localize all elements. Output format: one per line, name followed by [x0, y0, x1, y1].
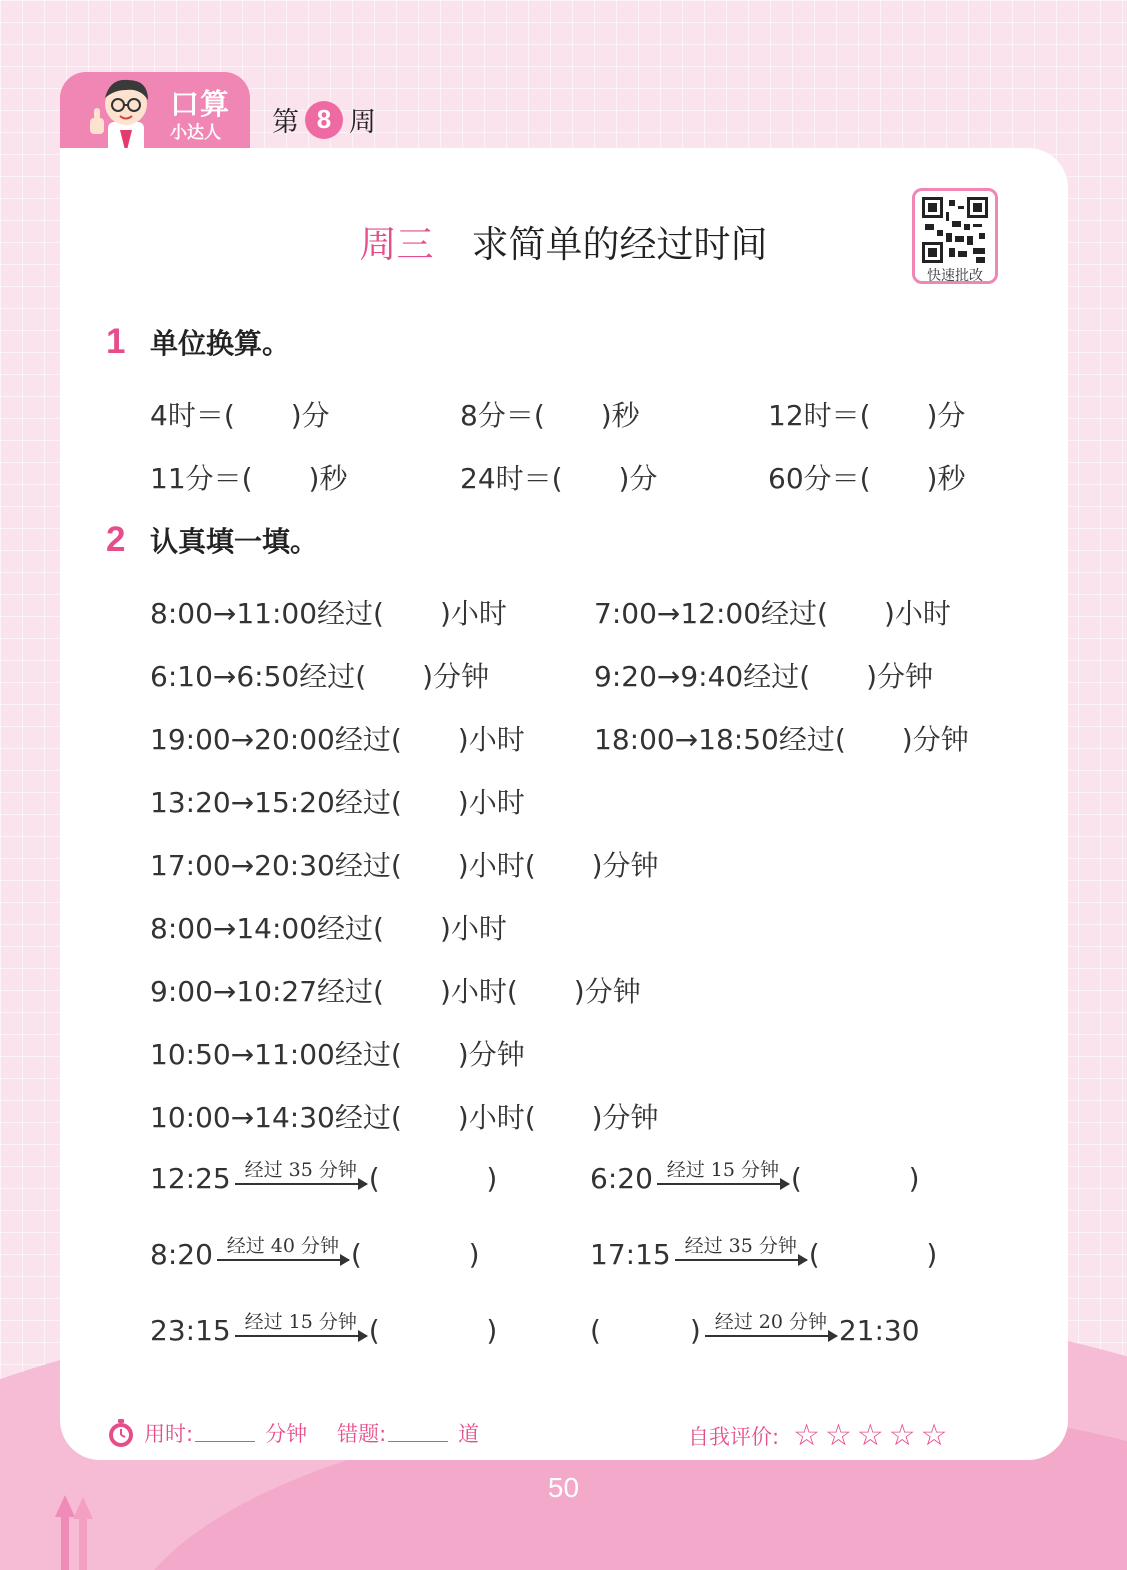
week-prefix: 第 — [272, 107, 299, 138]
card-tab-join — [60, 148, 250, 188]
errors-label: 错题: — [337, 1422, 387, 1446]
end-time: 21:30 — [838, 1314, 920, 1347]
elapsed-time-item: 9:20→9:40经过( )分钟 — [594, 660, 934, 693]
elapsed-time-item: 10:50→11:00经过( )分钟 — [150, 1038, 525, 1071]
arrow-time-item — [590, 1312, 920, 1347]
footer-time-errors — [106, 1418, 479, 1448]
arrow-label: 经过 40 分钟 — [226, 1235, 340, 1257]
arrow-label: 经过 35 分钟 — [684, 1235, 797, 1257]
end-time: ( ) — [350, 1238, 480, 1271]
elapsed-time-item: 8:00→11:00经过( )小时 — [150, 597, 507, 630]
elapsed-time-item: 10:00→14:30经过( )小时( )分钟 — [150, 1101, 659, 1134]
elapsed-time-item: 6:10→6:50经过( )分钟 — [150, 660, 490, 693]
elapsed-time-item: 17:00→20:30经过( )小时( )分钟 — [150, 849, 659, 882]
mascot-boy-thumbs-up-icon — [80, 74, 160, 154]
right-arrow-icon — [217, 1259, 349, 1261]
start-time: 12:25 — [150, 1162, 231, 1195]
right-arrow-icon — [657, 1183, 789, 1185]
arrow-time-item — [150, 1312, 497, 1347]
self-eval-label: 自我评价: — [688, 1424, 780, 1449]
errors-unit: 道 — [458, 1422, 480, 1446]
title-day: 周三 — [359, 223, 434, 266]
week-suffix: 周 — [349, 107, 376, 138]
right-arrow-icon — [235, 1183, 367, 1185]
section-1-title: 单位换算。 — [150, 327, 291, 360]
conversion-item: 8分＝( )秒 — [460, 399, 640, 432]
conversion-item: 24时＝( )分 — [460, 462, 658, 495]
end-time: ( ) — [790, 1162, 920, 1195]
tab-title: 口算 — [170, 87, 231, 121]
time-blank[interactable] — [195, 1424, 255, 1442]
end-time: ( ) — [368, 1314, 498, 1347]
elapsed-time-item: 7:00→12:00经过( )小时 — [594, 597, 951, 630]
page-number: 50 — [547, 1472, 580, 1503]
section-1-heading — [106, 322, 290, 362]
rating-stars[interactable]: ☆☆☆☆☆ — [793, 1418, 953, 1453]
qr-caption: 快速批改 — [927, 268, 983, 284]
decorative-arrows-icon — [55, 1495, 95, 1570]
elapsed-arrow — [657, 1160, 789, 1185]
start-time: 17:15 — [590, 1238, 671, 1271]
elapsed-arrow — [217, 1236, 349, 1261]
arrow-time-item — [590, 1236, 937, 1271]
section-1-number: 1 — [106, 322, 126, 361]
elapsed-time-item: 13:20→15:20经过( )小时 — [150, 786, 525, 819]
conversion-item: 60分＝( )秒 — [768, 462, 966, 495]
arrow-label: 经过 15 分钟 — [666, 1159, 780, 1181]
tab-subtitle: 小达人 — [170, 123, 221, 143]
arrow-time-item — [150, 1236, 480, 1271]
elapsed-time-item: 19:00→20:00经过( )小时 — [150, 723, 525, 756]
right-arrow-icon — [675, 1259, 807, 1261]
errors-blank[interactable] — [388, 1424, 448, 1442]
arrow-label: 经过 35 分钟 — [244, 1159, 357, 1181]
arrow-time-item — [590, 1160, 920, 1195]
start-time: 23:15 — [150, 1314, 231, 1347]
section-2-title: 认真填一填。 — [150, 525, 319, 558]
right-arrow-icon — [235, 1335, 367, 1337]
elapsed-time-item: 18:00→18:50经过( )分钟 — [594, 723, 969, 756]
footer-self-evaluation — [688, 1418, 953, 1453]
week-label — [272, 100, 376, 139]
elapsed-arrow — [235, 1160, 367, 1185]
arrow-label: 经过 15 分钟 — [244, 1311, 357, 1333]
elapsed-arrow — [675, 1236, 807, 1261]
conversion-item: 4时＝( )分 — [150, 399, 330, 432]
arrow-time-item — [150, 1160, 497, 1195]
qr-code[interactable] — [912, 188, 998, 284]
stopwatch-icon — [106, 1418, 136, 1448]
section-2-heading — [106, 520, 318, 560]
title-topic: 求简单的经过时间 — [471, 223, 768, 266]
elapsed-time-item: 9:00→10:27经过( )小时( )分钟 — [150, 975, 641, 1008]
conversion-item: 12时＝( )分 — [768, 399, 966, 432]
elapsed-arrow — [705, 1312, 837, 1337]
right-arrow-icon — [705, 1335, 837, 1337]
week-number-badge: 8 — [305, 101, 343, 139]
qr-code-icon — [922, 197, 988, 263]
start-time: ( ) — [590, 1314, 701, 1347]
elapsed-arrow — [235, 1312, 367, 1337]
arrow-label: 经过 20 分钟 — [714, 1311, 827, 1333]
time-label: 用时: — [144, 1422, 194, 1446]
end-time: ( ) — [808, 1238, 938, 1271]
start-time: 8:20 — [150, 1238, 213, 1271]
start-time: 6:20 — [590, 1162, 653, 1195]
time-unit: 分钟 — [265, 1422, 308, 1446]
elapsed-time-item: 8:00→14:00经过( )小时 — [150, 912, 507, 945]
end-time: ( ) — [368, 1162, 498, 1195]
conversion-item: 11分＝( )秒 — [150, 462, 348, 495]
section-2-number: 2 — [106, 520, 126, 559]
